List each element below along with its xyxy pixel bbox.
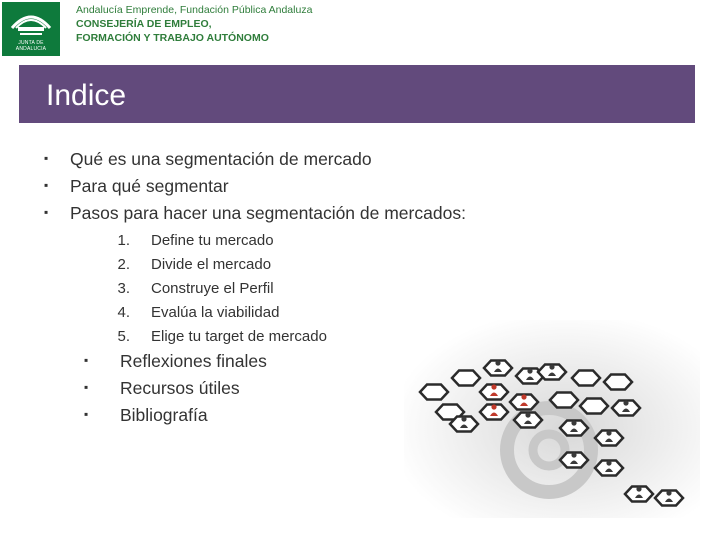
person-icon	[495, 360, 500, 365]
square-bullet-icon: ▪	[44, 178, 49, 192]
bullet-text: Para qué segmentar	[70, 176, 229, 196]
bullet-text: Qué es una segmentación de mercado	[70, 149, 372, 169]
square-bullet-icon: ▪	[84, 407, 89, 421]
header	[0, 0, 720, 60]
square-bullet-icon: ▪	[84, 380, 89, 394]
square-bullet-icon: ▪	[44, 151, 49, 165]
step-number: 1.	[117, 232, 130, 249]
step-text: Divide el mercado	[151, 256, 272, 273]
step-text: Elige tu target de mercado	[151, 328, 327, 345]
bullet-text: Bibliografía	[120, 405, 208, 425]
square-bullet-icon: ▪	[44, 205, 49, 219]
person-icon	[525, 412, 530, 417]
step-text: Evalúa la viabilidad	[151, 304, 280, 321]
bullet-text: Pasos para hacer una segmentación de mercados:	[70, 203, 466, 223]
hexagon-people-network-icon	[404, 320, 700, 518]
step-text: Define tu mercado	[151, 232, 274, 249]
step-text: Construye el Perfil	[151, 280, 274, 297]
hexagon-cell	[604, 375, 632, 390]
org-line-2: CONSEJERÍA DE EMPLEO,	[76, 18, 212, 30]
person-icon	[571, 420, 576, 425]
hexagon-cell	[420, 385, 448, 400]
person-icon	[606, 430, 611, 435]
bullet-text: Reflexiones finales	[120, 351, 267, 371]
organization-name	[76, 3, 312, 45]
hexagon-cell	[572, 371, 600, 386]
junta-andalucia-logo	[2, 2, 60, 56]
logo-caption: JUNTA DE ANDALUCIA	[15, 40, 47, 52]
person-icon	[491, 404, 496, 409]
step-number: 5.	[117, 328, 130, 345]
person-icon	[491, 384, 496, 389]
org-line-3: FORMACIÓN Y TRABAJO AUTÓNOMO	[76, 32, 269, 44]
person-icon	[521, 394, 526, 399]
hexagon-cell	[452, 371, 480, 386]
person-icon	[549, 364, 554, 369]
person-icon	[606, 460, 611, 465]
slide-title: Indice	[46, 79, 127, 112]
person-icon	[623, 400, 628, 405]
step-number: 3.	[117, 280, 130, 297]
person-icon	[527, 368, 532, 373]
person-icon	[571, 452, 576, 457]
person-icon	[461, 416, 466, 421]
person-icon	[666, 490, 671, 495]
hexagon-cell	[550, 393, 578, 408]
hexagon-cell	[580, 399, 608, 414]
title-bar	[19, 65, 695, 123]
square-bullet-icon: ▪	[84, 353, 89, 367]
org-line-1: Andalucía Emprende, Fundación Pública Andaluza	[76, 4, 313, 16]
step-number: 4.	[117, 304, 130, 321]
person-icon	[636, 486, 641, 491]
bullet-text: Recursos útiles	[120, 378, 240, 398]
step-number: 2.	[117, 256, 130, 273]
